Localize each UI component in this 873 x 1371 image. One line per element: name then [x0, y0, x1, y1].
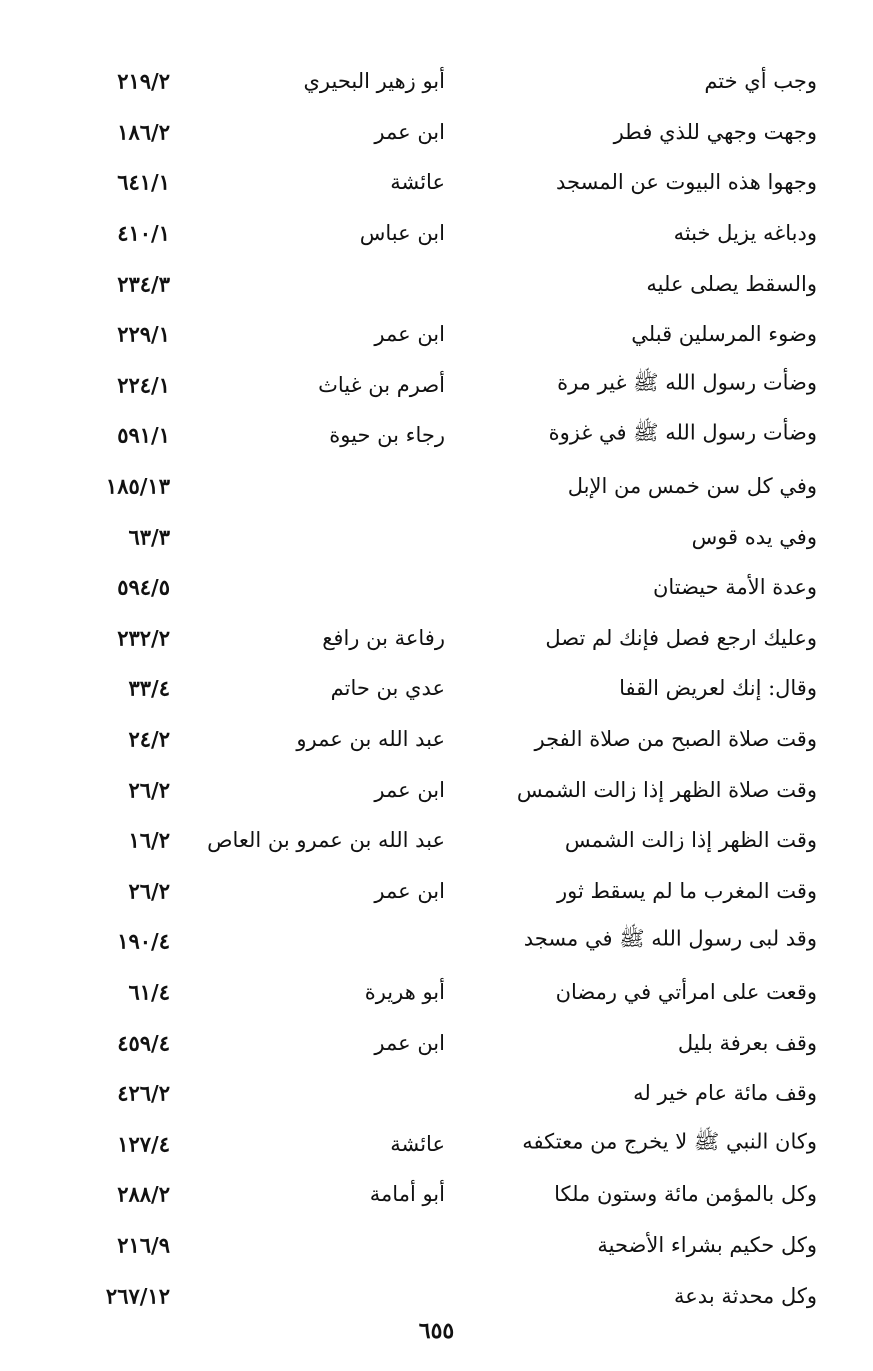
index-entry	[0, 511, 873, 562]
volume-page-reference: ٢٢٤/١	[117, 372, 170, 398]
hadith-text: وقت صلاة الصبح من صلاة الفجر	[534, 727, 817, 752]
page-number: ٦٥٥	[418, 1318, 455, 1344]
hadith-text: وقف مائة عام خير له	[633, 1081, 817, 1106]
index-entry	[0, 107, 873, 158]
volume-page-reference: ١٢٧/٤	[117, 1131, 170, 1157]
hadith-text: وعليك ارجع فصل فإنك لم تصل	[545, 625, 817, 650]
index-entry	[0, 866, 873, 917]
volume-page-reference: ٢٦/٢	[128, 878, 170, 904]
index-entry	[0, 258, 873, 309]
index-entry	[0, 1068, 873, 1119]
hadith-text: وضوء المرسلين قبلي	[631, 322, 817, 347]
hadith-text: وقال: إنك لعريض القفا	[619, 676, 817, 701]
hadith-text: وقف بعرفة بليل	[677, 1030, 817, 1055]
volume-page-reference: ٦٤١/١	[117, 169, 170, 195]
narrator-name: عائشة	[390, 1131, 445, 1156]
hadith-text: وكل محدثة بدعة	[674, 1283, 817, 1308]
narrator-name: ابن عمر	[374, 878, 445, 903]
index-entry	[0, 613, 873, 664]
volume-page-reference: ٤٢٦/٢	[117, 1080, 170, 1106]
volume-page-reference: ٦٣/٣	[128, 524, 170, 550]
volume-page-reference: ٢١٩/٢	[117, 68, 170, 94]
narrator-name: ابن عمر	[374, 322, 445, 347]
volume-page-reference: ١٩٠/٤	[117, 928, 170, 954]
hadith-text: وضأت رسول الله ﷺ في غزوة	[548, 420, 817, 445]
hadith-index-list	[0, 56, 873, 1321]
index-entry	[0, 562, 873, 613]
hadith-text: وفي يده قوس	[691, 524, 817, 549]
volume-page-reference: ١٨٦/٢	[117, 119, 170, 145]
hadith-text: وكل بالمؤمن مائة وستون ملكا	[554, 1182, 817, 1207]
index-entry	[0, 208, 873, 259]
narrator-name: أصرم بن غياث	[318, 372, 445, 397]
narrator-name: ابن عمر	[374, 119, 445, 144]
index-entry	[0, 1270, 873, 1321]
hadith-text: والسقط يصلى عليه	[646, 271, 817, 296]
index-entry	[0, 714, 873, 765]
index-entry	[0, 157, 873, 208]
volume-page-reference: ٤٥٩/٤	[117, 1030, 170, 1056]
volume-page-reference: ٥٩١/١	[117, 422, 170, 448]
index-entry	[0, 916, 873, 967]
volume-page-reference: ٦١/٤	[128, 979, 170, 1005]
hadith-text: وقت صلاة الظهر إذا زالت الشمس	[516, 777, 817, 802]
volume-page-reference: ٢١٦/٩	[117, 1232, 170, 1258]
narrator-name: أبو زهير البحيري	[303, 69, 445, 94]
narrator-name: عبد الله بن عمرو بن العاص	[207, 828, 445, 853]
narrator-name: أبو أمامة	[369, 1182, 445, 1207]
hadith-text: وفي كل سن خمس من الإبل	[567, 474, 817, 499]
narrator-name: رجاء بن حيوة	[329, 423, 445, 448]
index-entry	[0, 815, 873, 866]
hadith-text: وجب أي ختم	[704, 69, 817, 94]
index-entry	[0, 309, 873, 360]
hadith-text: وقت المغرب ما لم يسقط ثور	[556, 878, 817, 903]
hadith-text: وكل حكيم بشراء الأضحية	[597, 1232, 817, 1257]
narrator-name: أبو هريرة	[364, 979, 445, 1004]
hadith-text: وقت الظهر إذا زالت الشمس	[564, 828, 817, 853]
volume-page-reference: ٢٣٢/٢	[117, 625, 170, 651]
hadith-text: وعدة الأمة حيضتان	[652, 575, 817, 600]
volume-page-reference: ٤١٠/١	[117, 220, 170, 246]
index-entry	[0, 764, 873, 815]
hadith-text: وكان النبي ﷺ لا يخرج من معتكفه	[522, 1129, 817, 1154]
hadith-text: وجهوا هذه البيوت عن المسجد	[555, 170, 817, 195]
volume-page-reference: ٥٩٤/٥	[117, 574, 170, 600]
index-entry	[0, 663, 873, 714]
hadith-text: ودباغه يزيل خبثه	[673, 221, 817, 246]
volume-page-reference: ٢٦٧/١٢	[105, 1283, 170, 1309]
volume-page-reference: ٢٨٨/٢	[117, 1181, 170, 1207]
index-entry	[0, 1118, 873, 1169]
narrator-name: ابن عمر	[374, 1030, 445, 1055]
volume-page-reference: ٢٢٩/١	[117, 321, 170, 347]
narrator-name: عائشة	[390, 170, 445, 195]
narrator-name: ابن عمر	[374, 777, 445, 802]
volume-page-reference: ١٨٥/١٣	[105, 473, 170, 499]
narrator-name: ابن عباس	[359, 221, 445, 246]
index-entry	[0, 56, 873, 107]
hadith-text: وقد لبى رسول الله ﷺ في مسجد	[523, 926, 817, 951]
index-entry	[0, 461, 873, 512]
index-entry	[0, 410, 873, 461]
index-entry	[0, 1017, 873, 1068]
index-entry	[0, 360, 873, 411]
index-entry	[0, 1169, 873, 1220]
narrator-name: رفاعة بن رافع	[322, 625, 445, 650]
volume-page-reference: ٢٤/٢	[128, 726, 170, 752]
volume-page-reference: ٢٦/٢	[128, 777, 170, 803]
hadith-text: وجهت وجهي للذي فطر	[613, 119, 817, 144]
index-entry	[0, 967, 873, 1018]
volume-page-reference: ٢٣٤/٣	[117, 271, 170, 297]
narrator-name: عدي بن حاتم	[330, 676, 445, 701]
volume-page-reference: ٣٣/٤	[128, 675, 170, 701]
narrator-name: عبد الله بن عمرو	[296, 727, 445, 752]
hadith-text: وقعت على امرأتي في رمضان	[555, 979, 817, 1004]
index-entry	[0, 1220, 873, 1271]
volume-page-reference: ١٦/٢	[128, 827, 170, 853]
hadith-text: وضأت رسول الله ﷺ غير مرة	[557, 370, 817, 395]
